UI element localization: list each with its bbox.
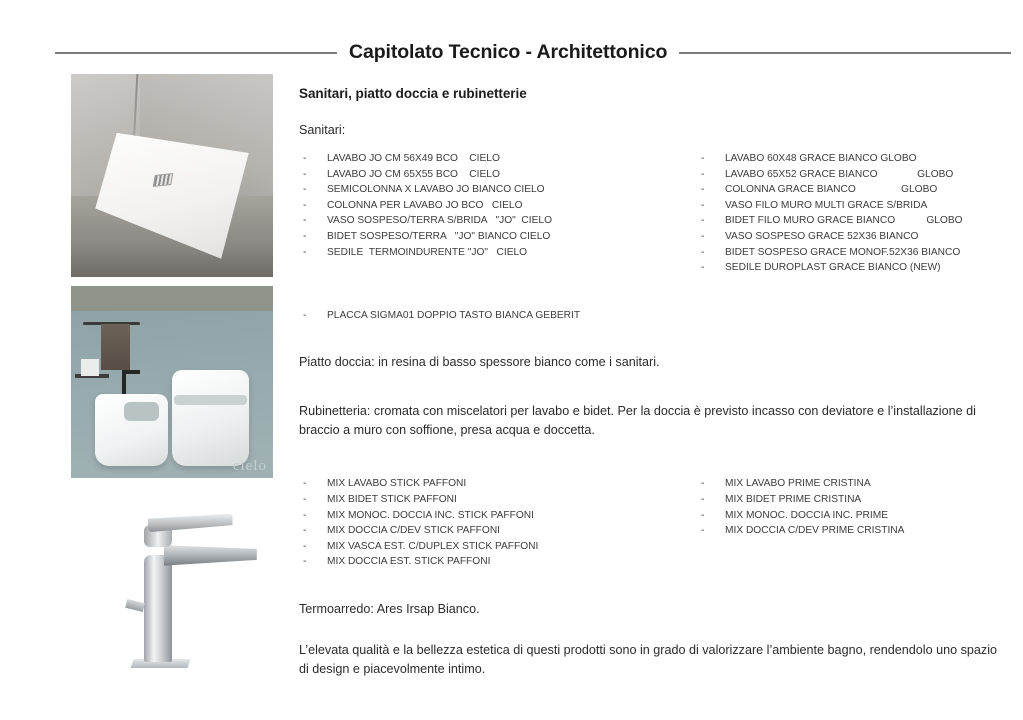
image-column bbox=[71, 74, 273, 681]
content-column bbox=[299, 86, 999, 679]
list-item: - VASO FILO MURO MULTI GRACE S/BRIDA bbox=[697, 198, 999, 214]
header-rule-left bbox=[55, 52, 337, 54]
faucet-lever-handle bbox=[148, 514, 233, 533]
list-item: - VASO SOSPESO/TERRA S/BRIDA "JO" CIELO bbox=[299, 213, 697, 229]
wall-upper-band bbox=[71, 286, 273, 311]
soap-bottle bbox=[81, 359, 99, 376]
list-item: - MIX MONOC. DOCCIA INC. STICK PAFFONI bbox=[299, 508, 697, 524]
page-title: Capitolato Tecnico - Architettonico bbox=[349, 41, 668, 64]
list-item: - MIX DOCCIA C/DEV STICK PAFFONI bbox=[299, 523, 697, 539]
section-title: Sanitari, piatto doccia e rubinetterie bbox=[299, 86, 527, 101]
bidet-bowl bbox=[124, 402, 159, 421]
list-item: - COLONNA GRACE BIANCO GLOBO bbox=[697, 182, 999, 198]
sanitari-label: Sanitari: bbox=[299, 123, 346, 137]
list-item: - SEMICOLONNA X LAVABO JO BIANCO CIELO bbox=[299, 182, 697, 198]
toilet-seat-lid bbox=[174, 395, 248, 405]
faucet-photo bbox=[71, 495, 273, 681]
list-item: - SEDILE DUROPLAST GRACE BIANCO (NEW) bbox=[697, 260, 999, 276]
rubinetteria-right-list bbox=[697, 476, 999, 538]
spacer bbox=[299, 619, 999, 641]
piatto-doccia-paragraph: Piatto doccia: in resina di basso spessore bianco come i sanitari. bbox=[299, 355, 660, 370]
list-item: - BIDET SOSPESO GRACE MONOF.52X36 BIANCO bbox=[697, 245, 999, 261]
toilet-fixture bbox=[172, 370, 249, 466]
sanitari-left-column bbox=[299, 151, 697, 276]
sanitari-left-list bbox=[299, 151, 697, 260]
list-item: - MIX BIDET STICK PAFFONI bbox=[299, 492, 697, 508]
rubinetteria-left-column bbox=[299, 476, 697, 570]
towel bbox=[101, 324, 129, 370]
spacer bbox=[299, 323, 999, 353]
rubinetteria-right-column bbox=[697, 476, 999, 570]
faucet-pop-up-rod bbox=[125, 599, 145, 612]
termoarredo-paragraph: Termoarredo: Ares Irsap Bianco. bbox=[299, 601, 480, 616]
spacer bbox=[299, 372, 999, 402]
sanitari-right-list bbox=[697, 151, 999, 276]
rubinetteria-lists bbox=[299, 476, 999, 570]
list-item: - MIX BIDET PRIME CRISTINA bbox=[697, 492, 999, 508]
list-item: - BIDET FILO MURO GRACE BIANCO GLOBO bbox=[697, 213, 999, 229]
shower-floor-foreground bbox=[71, 243, 273, 278]
shower-tray-photo bbox=[71, 74, 273, 277]
list-item: - MIX DOCCIA C/DEV PRIME CRISTINA bbox=[697, 523, 999, 539]
spacer bbox=[299, 570, 999, 600]
toilet-bidet-photo bbox=[71, 286, 273, 478]
list-item: - LAVABO JO CM 56X49 BCO CIELO bbox=[299, 151, 697, 167]
list-item: - PLACCA SIGMA01 DOPPIO TASTO BIANCA GEBERIT bbox=[299, 308, 999, 324]
spacer bbox=[299, 440, 999, 462]
list-item: - LAVABO JO CM 65X55 BCO CIELO bbox=[299, 167, 697, 183]
brand-watermark: cielo bbox=[232, 458, 267, 474]
rubinetteria-left-list bbox=[299, 476, 697, 570]
list-item: - MIX LAVABO PRIME CRISTINA bbox=[697, 476, 999, 492]
list-item: - VASO SOSPESO GRACE 52X36 BIANCO bbox=[697, 229, 999, 245]
list-item: - MIX MONOC. DOCCIA INC. PRIME bbox=[697, 508, 999, 524]
header-rule-right bbox=[679, 52, 1011, 54]
spacer bbox=[299, 276, 999, 308]
list-item: - LAVABO 65X52 GRACE BIANCO GLOBO bbox=[697, 167, 999, 183]
list-item: - COLONNA PER LAVABO JO BCO CIELO bbox=[299, 198, 697, 214]
list-item: - MIX LAVABO STICK PAFFONI bbox=[299, 476, 697, 492]
list-item: - LAVABO 60X48 GRACE BIANCO GLOBO bbox=[697, 151, 999, 167]
sanitari-right-column bbox=[697, 151, 999, 276]
bidet-fixture bbox=[95, 394, 168, 467]
placca-list bbox=[299, 308, 999, 324]
closing-paragraph: L’elevata qualità e la bellezza estetica di questi prodotti sono in grado di valorizzare l’ambiente bagno, rendendolo uno spazio di design e piacevolmente intimo. bbox=[299, 642, 998, 676]
list-item: - MIX DOCCIA EST. STICK PAFFONI bbox=[299, 554, 697, 570]
document-header bbox=[0, 38, 1023, 68]
rubinetteria-paragraph: Rubinetteria: cromata con miscelatori per lavabo e bidet. Per la doccia è previsto incasso con deviatore e l’installazione di braccio a muro con soffione, presa acqua e doccetta. bbox=[299, 404, 976, 438]
list-item: - SEDILE TERMOINDURENTE "JO" CIELO bbox=[299, 245, 697, 261]
faucet-body bbox=[144, 555, 172, 663]
sanitari-lists bbox=[299, 151, 999, 276]
shower-drain-grate bbox=[152, 173, 173, 187]
list-item: - BIDET SOSPESO/TERRA "JO" BIANCO CIELO bbox=[299, 229, 697, 245]
list-item: - MIX VASCA EST. C/DUPLEX STICK PAFFONI bbox=[299, 539, 697, 555]
faucet-spout bbox=[164, 545, 257, 565]
